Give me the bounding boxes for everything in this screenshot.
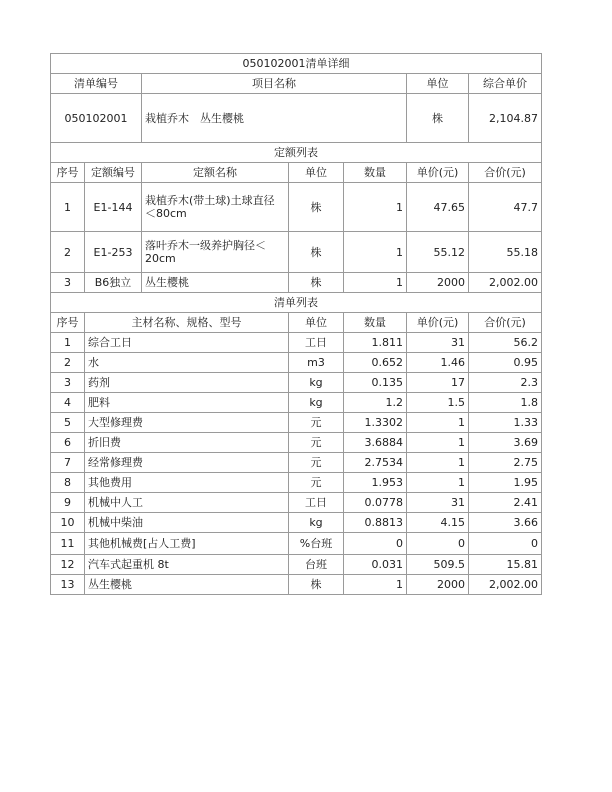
material-unit: kg <box>289 513 344 533</box>
bill-unit: 株 <box>407 94 469 143</box>
col-header: 主材名称、规格、型号 <box>85 313 289 333</box>
quota-qty: 1 <box>344 183 407 232</box>
material-price: 509.5 <box>407 555 469 575</box>
row-no: 9 <box>51 493 85 513</box>
material-name: 机械中人工 <box>85 493 289 513</box>
material-price: 2000 <box>407 575 469 595</box>
quota-code: E1-253 <box>85 232 142 273</box>
material-qty: 1 <box>344 575 407 595</box>
material-row <box>51 413 542 433</box>
col-header: 定额名称 <box>142 163 289 183</box>
materials-section-title: 清单列表 <box>51 293 542 313</box>
material-unit: m3 <box>289 353 344 373</box>
material-qty: 0.135 <box>344 373 407 393</box>
material-total: 1.8 <box>469 393 542 413</box>
row-no: 3 <box>51 273 85 293</box>
material-row <box>51 493 542 513</box>
quota-row <box>51 183 542 232</box>
row-no: 8 <box>51 473 85 493</box>
material-price: 1 <box>407 413 469 433</box>
material-unit: %台班 <box>289 533 344 555</box>
project-name: 栽植乔木 丛生樱桃 <box>142 94 407 143</box>
material-unit: kg <box>289 373 344 393</box>
material-total: 2.3 <box>469 373 542 393</box>
material-qty: 1.811 <box>344 333 407 353</box>
header-label-row <box>51 74 542 94</box>
material-unit: 台班 <box>289 555 344 575</box>
material-unit: kg <box>289 393 344 413</box>
material-total: 2.41 <box>469 493 542 513</box>
material-unit: 元 <box>289 413 344 433</box>
material-total: 2.75 <box>469 453 542 473</box>
col-header: 数量 <box>344 313 407 333</box>
material-row <box>51 393 542 413</box>
quota-unit: 株 <box>289 183 344 232</box>
quota-total: 47.7 <box>469 183 542 232</box>
row-no: 12 <box>51 555 85 575</box>
material-row <box>51 453 542 473</box>
material-name: 汽车式起重机 8t <box>85 555 289 575</box>
material-qty: 1.2 <box>344 393 407 413</box>
material-price: 0 <box>407 533 469 555</box>
material-qty: 1.3302 <box>344 413 407 433</box>
quota-total: 2,002.00 <box>469 273 542 293</box>
row-no: 10 <box>51 513 85 533</box>
material-qty: 0.031 <box>344 555 407 575</box>
material-unit: 元 <box>289 433 344 453</box>
header-value-row <box>51 94 542 143</box>
material-name: 水 <box>85 353 289 373</box>
material-unit: 工日 <box>289 493 344 513</box>
material-total: 3.69 <box>469 433 542 453</box>
col-header: 序号 <box>51 313 85 333</box>
material-unit: 株 <box>289 575 344 595</box>
row-no: 2 <box>51 232 85 273</box>
material-unit: 工日 <box>289 333 344 353</box>
quota-price: 2000 <box>407 273 469 293</box>
material-row <box>51 353 542 373</box>
material-row <box>51 555 542 575</box>
material-name: 综合工日 <box>85 333 289 353</box>
material-row <box>51 373 542 393</box>
quota-total: 55.18 <box>469 232 542 273</box>
material-total: 56.2 <box>469 333 542 353</box>
quota-unit: 株 <box>289 232 344 273</box>
name-label: 项目名称 <box>142 74 407 94</box>
unit-label: 单位 <box>407 74 469 94</box>
quota-qty: 1 <box>344 273 407 293</box>
material-price: 31 <box>407 333 469 353</box>
row-no: 2 <box>51 353 85 373</box>
row-no: 5 <box>51 413 85 433</box>
quota-name: 落叶乔木一级养护胸径＜20cm <box>142 232 289 273</box>
material-name: 其他费用 <box>85 473 289 493</box>
bill-detail-table <box>50 53 542 595</box>
row-no: 4 <box>51 393 85 413</box>
material-qty: 0 <box>344 533 407 555</box>
material-total: 0 <box>469 533 542 555</box>
quota-row <box>51 273 542 293</box>
row-no: 11 <box>51 533 85 555</box>
material-row <box>51 575 542 595</box>
title-row <box>51 54 542 74</box>
material-row <box>51 333 542 353</box>
material-qty: 0.652 <box>344 353 407 373</box>
col-header: 定额编号 <box>85 163 142 183</box>
col-header: 数量 <box>344 163 407 183</box>
col-header: 合价(元) <box>469 313 542 333</box>
material-price: 1.5 <box>407 393 469 413</box>
material-qty: 0.0778 <box>344 493 407 513</box>
quota-price: 55.12 <box>407 232 469 273</box>
quota-row <box>51 232 542 273</box>
material-name: 肥料 <box>85 393 289 413</box>
col-header: 单价(元) <box>407 163 469 183</box>
row-no: 13 <box>51 575 85 595</box>
material-row <box>51 533 542 555</box>
sheet-title: 050102001清单详细 <box>51 54 542 74</box>
material-total: 3.66 <box>469 513 542 533</box>
material-row <box>51 473 542 493</box>
material-price: 31 <box>407 493 469 513</box>
bill-code: 050102001 <box>51 94 142 143</box>
code-label: 清单编号 <box>51 74 142 94</box>
material-qty: 2.7534 <box>344 453 407 473</box>
material-name: 其他机械费[占人工费] <box>85 533 289 555</box>
material-qty: 1.953 <box>344 473 407 493</box>
col-header: 单位 <box>289 163 344 183</box>
material-name: 经常修理费 <box>85 453 289 473</box>
material-price: 1 <box>407 433 469 453</box>
material-total: 1.95 <box>469 473 542 493</box>
materials-column-header <box>51 313 542 333</box>
material-name: 药剂 <box>85 373 289 393</box>
material-unit: 元 <box>289 473 344 493</box>
row-no: 1 <box>51 183 85 232</box>
material-unit: 元 <box>289 453 344 473</box>
materials-body <box>51 333 542 595</box>
material-row <box>51 433 542 453</box>
quota-qty: 1 <box>344 232 407 273</box>
quota-code: E1-144 <box>85 183 142 232</box>
quota-section-row <box>51 143 542 163</box>
quota-name: 栽植乔木(带土球)土球直径＜80cm <box>142 183 289 232</box>
quota-name: 丛生樱桃 <box>142 273 289 293</box>
quota-column-header <box>51 163 542 183</box>
material-total: 0.95 <box>469 353 542 373</box>
material-qty: 3.6884 <box>344 433 407 453</box>
col-header: 合价(元) <box>469 163 542 183</box>
material-price: 1.46 <box>407 353 469 373</box>
material-total: 1.33 <box>469 413 542 433</box>
quota-section-title: 定额列表 <box>51 143 542 163</box>
material-row <box>51 513 542 533</box>
materials-section-row <box>51 293 542 313</box>
quota-price: 47.65 <box>407 183 469 232</box>
col-header: 单价(元) <box>407 313 469 333</box>
material-price: 17 <box>407 373 469 393</box>
row-no: 6 <box>51 433 85 453</box>
price-label: 综合单价 <box>469 74 542 94</box>
quota-code: B6独立 <box>85 273 142 293</box>
material-price: 4.15 <box>407 513 469 533</box>
material-total: 2,002.00 <box>469 575 542 595</box>
row-no: 1 <box>51 333 85 353</box>
col-header: 单位 <box>289 313 344 333</box>
material-price: 1 <box>407 473 469 493</box>
quota-unit: 株 <box>289 273 344 293</box>
material-price: 1 <box>407 453 469 473</box>
material-name: 折旧费 <box>85 433 289 453</box>
material-name: 大型修理费 <box>85 413 289 433</box>
material-name: 机械中柴油 <box>85 513 289 533</box>
material-qty: 0.8813 <box>344 513 407 533</box>
row-no: 3 <box>51 373 85 393</box>
col-header: 序号 <box>51 163 85 183</box>
composite-price: 2,104.87 <box>469 94 542 143</box>
material-total: 15.81 <box>469 555 542 575</box>
row-no: 7 <box>51 453 85 473</box>
material-name: 丛生樱桃 <box>85 575 289 595</box>
